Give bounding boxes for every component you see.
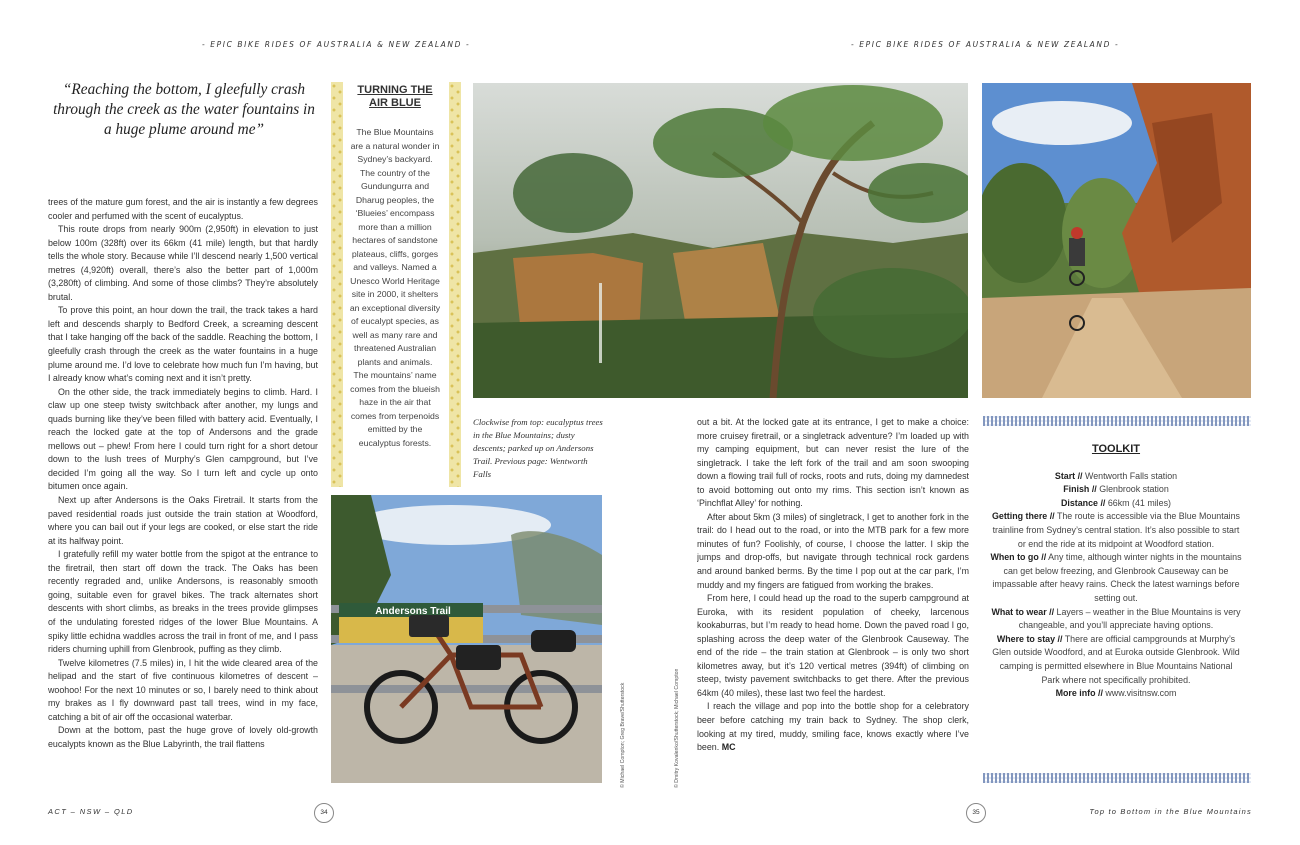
- photo-credit-1: © Michael Compton; Greg Brave/Shutterstock: [620, 682, 626, 788]
- sidebar-box: [349, 84, 441, 450]
- body-column-2: [697, 416, 969, 788]
- toolkit-item-distance: [990, 497, 1242, 511]
- toolkit-value: Glenbrook station: [1099, 484, 1169, 495]
- toolkit-value: Layers – weather in the Blue Mountains is very changeable, and you’ll appreciate having options.: [1018, 606, 1241, 631]
- page-number-left: 34: [314, 803, 334, 823]
- sign-label: Andersons Trail: [375, 606, 451, 617]
- toolkit-box: [990, 443, 1242, 701]
- toolkit-border-bottom: [983, 773, 1251, 783]
- photo-andersons-trail: [331, 495, 602, 783]
- photo-credit-2: © Dmitry Kovalenko/Shutterstock; Michael Compton: [674, 668, 680, 788]
- author-signoff: MC: [721, 742, 736, 753]
- toolkit-label: What to wear //: [991, 606, 1055, 617]
- sidebar-border-right: [449, 82, 461, 487]
- toolkit-item-more-info: [990, 687, 1242, 701]
- page-number-right: 35: [966, 803, 986, 823]
- running-head-right: - EPIC BIKE RIDES OF AUSTRALIA & NEW ZEALAND -: [851, 40, 1120, 49]
- toolkit-label: When to go //: [990, 552, 1047, 563]
- toolkit-label: Distance //: [1060, 497, 1106, 508]
- sidebar-border-left: [331, 82, 343, 487]
- toolkit-item-what-to-wear: [990, 606, 1242, 633]
- paragraph: After about 5km (3 miles) of singletrack, I get to another fork in the trail: do I head out to the road, or into the MTB park for a few more minutes of fun? Foolishly, of course, I choose the latter. I skip the jumps and drop-offs, but navigate through technical rock gardens and around banked berms. By the time I pop out at the car park, I’m muddy and my fingers are fatigued from working the brakes.: [697, 511, 969, 590]
- toolkit-border-top: [983, 416, 1251, 426]
- toolkit-label: Start //: [1054, 470, 1083, 481]
- toolkit-item-where-to-stay: [990, 633, 1242, 687]
- photo-caption: Clockwise from top: eucalyptus trees in the Blue Mountains; dusty descents; parked up on Andersons Trail. Previous page: Wentworth Falls: [473, 417, 603, 479]
- paragraph: trees of the mature gum forest, and the air is instantly a few degrees cooler and perfumed with the scent of eucalyptus.: [48, 197, 318, 221]
- toolkit-value: Wentworth Falls station: [1085, 470, 1178, 481]
- toolkit-value: There are official campgrounds at Murphy’s Glen outside Woodford, and at Euroka outside Glenbrook. Wild camping is permitted elsewhere in Blue Mountains National Park where not specifically prohibited.: [992, 633, 1240, 685]
- paragraph: [697, 700, 969, 754]
- toolkit-item-getting-there: [990, 510, 1242, 551]
- paragraph: This route drops from nearly 900m (2,950ft) in elevation to just below 100m (328ft) over its 66km (41 mile) length, but that hardly tells the whole story. Because while I’ll descend nearly 1,500 vertical metres (4,920ft) overall, there’s also the better part of 1,000m (3,280ft) of climbing. And some of those climbs? They’re absolutely brutal.: [48, 224, 318, 302]
- toolkit-item-finish: [990, 483, 1242, 497]
- pull-quote: “Reaching the bottom, I gleefully crash through the creek as the water fountains in a huge plume around me”: [53, 81, 315, 138]
- descent-illustration: [982, 83, 1251, 398]
- toolkit-link[interactable]: www.visitnsw.com: [1105, 688, 1177, 699]
- toolkit-label: Where to stay //: [996, 633, 1063, 644]
- toolkit-title: TOOLKIT: [1091, 443, 1141, 455]
- toolkit-value: 66km (41 miles): [1107, 497, 1171, 508]
- toolkit-value: The route is accessible via the Blue Mountains trainline from Sydney’s central station. It’s also possible to start or end the ride at its midpoint at Woodford station.: [992, 511, 1240, 549]
- paragraph-text: I reach the village and pop into the bottle shop for a celebratory beer before catching my train back to Sydney. The shop clerk, looking at my tired, muddy, smiling face, knows exactly where I’ve been.: [697, 701, 969, 753]
- photo-eucalyptus-forest: [473, 83, 968, 398]
- toolkit-item-start: [990, 470, 1242, 484]
- forest-illustration: [473, 83, 968, 398]
- paragraph: To prove this point, an hour down the trail, the track takes a hard left and descends sharply to Bedford Creek, a screaming descent that I take hanging off the back of the saddle. Reaching the bottom, I gleefully crash through the creek as the water fountains in a huge plume around me. I’d love to celebrate how much fun I’m having, but I already know what’s coming next and it isn’t pretty.: [48, 305, 318, 384]
- bike-illustration: [331, 495, 602, 783]
- paragraph: From here, I could head up the road to the superb campground at Euroka, with its resident population of cheeky, larcenous kookaburras, but I’m ready to head home. Down the paved road I go, splashing across the deep water of the Glenbrook Causeway. The end of the ride – the train station at Glenbrook – is only two short kilometres away, but it’s 120 vertical metres (394ft) of climbing on steep, twisty pavement switchbacks to get there. After the previous 64km (40 miles), these last two feel the hardest.: [697, 593, 969, 698]
- section-folio: ACT – NSW – QLD: [48, 807, 134, 816]
- paragraph: Down at the bottom, past the huge grove of lovely old-growth eucalypts known as the Blue Labyrinth, the trail flattens: [48, 725, 318, 749]
- photo-dusty-descent: [982, 83, 1251, 398]
- sidebar-title: TURNING THE AIR BLUE: [357, 84, 433, 109]
- paragraph: Twelve kilometres (7.5 miles) in, I hit the wide cleared area of the helipad and the start of five continuous kilometres of descent – woohoo! For the next 10 minutes or so, I barely need to think about my brakes as I fly downward past tall trees, wind in my face, catching a bit of air off the occasional waterbar.: [48, 657, 318, 722]
- body-column-1: [48, 196, 318, 788]
- chapter-folio: Top to Bottom in the Blue Mountains: [1089, 807, 1252, 816]
- toolkit-label: Getting there //: [992, 511, 1055, 522]
- toolkit-label: Finish //: [1063, 484, 1097, 495]
- toolkit-value: Any time, although winter nights in the mountains can get below freezing, and Glenbrook Causeway can be impassable after heavy rains. Check the latest warnings before setting out.: [992, 552, 1242, 603]
- toolkit-label: More info //: [1055, 688, 1103, 699]
- paragraph: Next up after Andersons is the Oaks Firetrail. It starts from the paved residential roads just outside the train station at Woodford, where you can bail out if your legs are cooked, or else start the ride at its halfway point.: [48, 495, 318, 546]
- paragraph: I gratefully refill my water bottle from the spigot at the entrance to the firetrail, then start off down the track. The Oaks has been recently regraded and, unlike Andersons, is reasonably smooth going, suitable even for gravel bikes. The track alternates short descents with short climbs, as breaks in the trees provide glimpses of the undulating forested ridges of the lower Blue Mountains. A spiky little echidna waddles across the trail in front of me, and I pass riders churning uphill from Glenbrook, puffing as they climb.: [48, 549, 318, 655]
- paragraph: out a bit. At the locked gate at its entrance, I get to make a choice: more cruisey firetrail, or a singletrack adventure? I’m loaded up with my camping equipment, but can never resist the lure of the singletrack. I take the left fork of the trail and am soon swooping down a flowing trail full of rocks, roots and ruts, doing my damnedest to avoid bottoming out onto my rims. This section isn’t known as ‘Pinchflat Alley’ for nothing.: [697, 417, 969, 509]
- sidebar-text: The Blue Mountains are a natural wonder in Sydney’s backyard. The country of the Gundungurra and Dharug peoples, the ‘Blueies’ encompass more than a million hectares of sandstone plateaus, cliffs, gorges and valleys. Named a Unesco World Heritage site in 2000, it shelters an exceptional diversity of eucalypt species, as well as many rare and threatened Australian plants and animals. The mountains’ name comes from the blueish haze in the air that comes from terpenoids emitted by the eucalyptus forests.: [349, 127, 441, 448]
- toolkit-item-when-to-go: [990, 551, 1242, 605]
- paragraph: On the other side, the track immediately begins to climb. Hard. I claw up one steep twisty switchback after another, my lungs and quads burning like they’ve been filled with battery acid. Eventually, I reach the locked gate at the top of Andersons and the grade mellows out – phew! From here I could turn right for a short detour down to the lush trees of Murphy’s Glen campground, but I’ve decided I’m going all the way. So I turn left and cycle up onto bitumen once again.: [48, 386, 318, 492]
- running-head-left: - EPIC BIKE RIDES OF AUSTRALIA & NEW ZEALAND -: [202, 40, 471, 49]
